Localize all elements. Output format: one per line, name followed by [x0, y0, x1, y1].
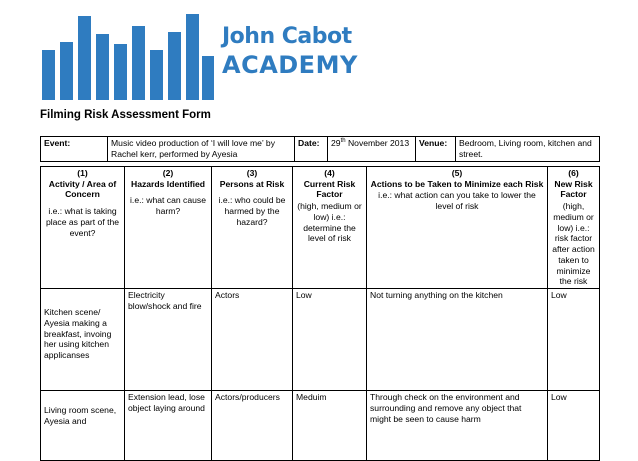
column-title: Hazards Identified — [130, 178, 206, 189]
venue-value: Bedroom, Living room, kitchen and street. — [456, 137, 600, 162]
actions-cell: Through check on the environment and surrounding and remove any object that might be seen to cause harm — [367, 391, 548, 461]
column-number: (2) — [162, 168, 174, 178]
column-number: (3) — [246, 168, 258, 178]
activity-cell: Living room scene, Ayesia and — [41, 391, 125, 461]
event-info-row — [41, 137, 600, 162]
column-title: Persons at Risk — [219, 178, 285, 189]
logo-name: John Cabot — [222, 24, 352, 49]
date-value — [328, 137, 416, 162]
current-risk-cell: Meduim — [293, 391, 367, 461]
date-day: 29 — [331, 138, 341, 148]
academy-logo-bars — [42, 12, 214, 100]
date-suffix: th — [340, 138, 346, 145]
table-row — [41, 289, 600, 391]
column-description: (high, medium or low) i.e.: determine the level of risk — [297, 201, 362, 244]
column-description: i.e.: what can cause harm? — [130, 195, 206, 217]
table-row — [41, 391, 600, 461]
column-number: (4) — [324, 168, 335, 178]
hazard-cell: Electricity blow/shock and fire — [125, 289, 212, 391]
date-rest: November 2013 — [345, 138, 410, 148]
current-risk-cell: Low — [293, 289, 367, 391]
event-label: Event: — [41, 137, 108, 162]
event-value: Music video production of ‘I will love me’ by Rachel kerr, performed by Ayesia — [108, 137, 295, 162]
date-label: Date: — [295, 137, 328, 162]
persons-cell: Actors/producers — [212, 391, 293, 461]
logo-academy: ACADEMY — [222, 51, 358, 79]
column-number: (1) — [77, 168, 88, 178]
column-title: New Risk Factor — [554, 178, 593, 200]
event-info-table — [40, 136, 600, 162]
venue-label: Venue: — [416, 137, 456, 162]
column-number: (6) — [568, 168, 579, 178]
column-header — [212, 167, 293, 289]
column-number: (5) — [451, 168, 463, 178]
column-header — [367, 167, 548, 289]
column-header — [125, 167, 212, 289]
column-title: Actions to be Taken to Minimize each Risk — [370, 178, 544, 189]
column-title: Current Risk Factor — [303, 178, 356, 200]
column-description: i.e.: what is taking place as part of the event? — [45, 206, 120, 238]
column-description: i.e.: who could be harmed by the hazard? — [218, 195, 286, 227]
new-risk-cell: Low — [548, 391, 600, 461]
activity-cell: Kitchen scene/ Ayesia making a breakfast, invoing her using kitchen applicanses — [41, 289, 125, 391]
column-header — [548, 167, 600, 289]
column-header — [293, 167, 367, 289]
column-description: (high, medium or low) i.e.: risk factor after action taken to minimize the risk — [552, 201, 595, 287]
column-header — [41, 167, 125, 289]
hazard-cell: Extension lead, lose object laying around — [125, 391, 212, 461]
academy-logo-text — [222, 26, 358, 77]
persons-cell: Actors — [212, 289, 293, 391]
column-title: Activity / Area of Concern — [48, 178, 117, 200]
risk-assessment-table — [40, 166, 600, 461]
new-risk-cell: Low — [548, 289, 600, 391]
table-header-row — [41, 167, 600, 289]
column-description: i.e.: what action can you take to lower the level of risk — [378, 190, 536, 212]
form-title: Filming Risk Assessment Form — [40, 109, 211, 121]
actions-cell: Not turning anything on the kitchen — [367, 289, 548, 391]
